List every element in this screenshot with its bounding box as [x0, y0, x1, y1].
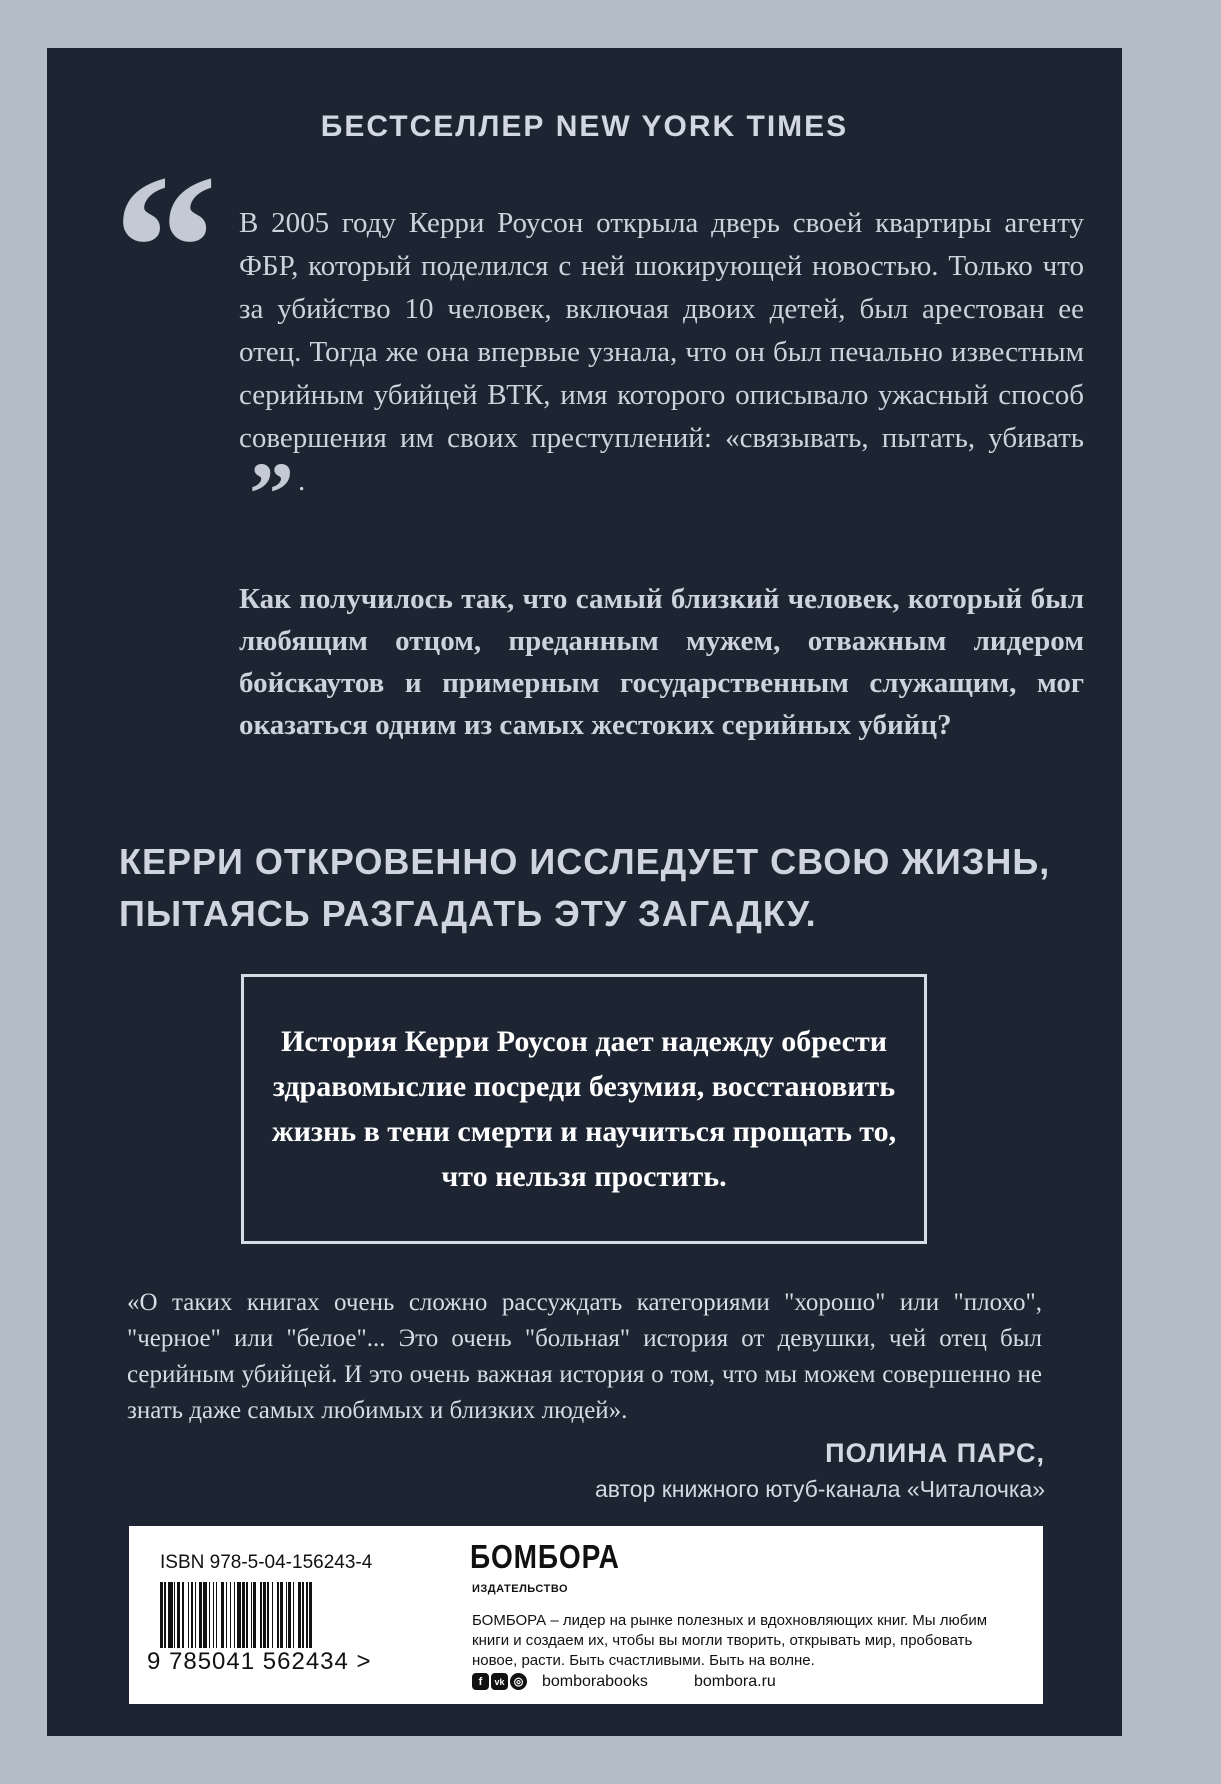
intro-text: В 2005 году Керри Роусон открыла дверь своей квартиры агенту ФБР, который поделился с ней шокирующей новостью. Только что за убийство 10 человек, включая двоих детей, был арестован ее отец. Тогда же она впервые узнала, что он был печально известным серийным убийцей ВТК, имя которого описывало ужасный способ совершения им своих преступлений: «связывать, пытать, убивать [239, 207, 1084, 454]
publisher-description: БОМБОРА – лидер на рынке полезных и вдохновляющих книг. Мы любим книги и создаем их, чтобы вы могли творить, открывать мир, пробовать новое, расти. Быть счастливыми. Быть на волне. [472, 1612, 988, 1669]
open-quote-icon: “ [113, 132, 218, 364]
isbn-text: ISBN 978-5-04-156243-4 [160, 1552, 373, 1573]
tagline [119, 836, 1119, 940]
vk-icon[interactable]: vk [491, 1673, 508, 1690]
tagline-line-1: КЕРРИ ОТКРОВЕННО ИССЛЕДУЕТ СВОЮ ЖИЗНЬ, [119, 841, 1051, 882]
review-quote: «О таких книгах очень сложно рассуждать категориями "хорошо" или "плохо", "черное" или "белое"... Это очень "больная" история от девушки, чей отец был серийным убийцей. И это очень важная история о том, что мы можем совершенно не знать даже самых любимых и близких людей». [127, 1289, 1042, 1424]
publisher-panel [129, 1526, 1043, 1704]
publisher-logo: БОМБОРА [470, 1538, 620, 1575]
social-handle[interactable]: bomborabooks [542, 1673, 648, 1690]
highlight-text: История Керри Роусон дает надежду обрести здравомыслие посреди безумия, восстановить жизнь в тени смерти и научиться прощать то, что нельзя простить. [271, 1025, 897, 1193]
highlight-box [241, 974, 927, 1244]
tagline-line-2: ПЫТАЯСЬ РАЗГАДАТЬ ЭТУ ЗАГАДКУ. [119, 893, 817, 934]
website-link[interactable]: bombora.ru [694, 1673, 776, 1690]
facebook-icon[interactable]: f [472, 1673, 489, 1690]
bestseller-headline: БЕСТСЕЛЛЕР NEW YORK TIMES [320, 110, 849, 143]
intro-paragraph: В 2005 году Керри Роусон открыла дверь своей квартиры агенту ФБР, который поделился с ней шокирующей новостью. Только что за убийство 10 человек, включая двоих детей, был арестован ее отец. Тогда же она впервые узнала, что он был печально известным серийным убийцей ВТК, имя которого описывало ужасный способ совершения им своих преступлений: «связывать, пытать, убивать” . [239, 207, 1084, 544]
question-paragraph: Как получилось так, что самый близкий человек, который был любящим отцом, преданным мужем, отважным лидером бойскаутов и примерным государственным служащим, мог оказаться одним из самых жестоких серийных убийц? [239, 583, 1084, 741]
book-back-cover [47, 48, 1122, 1736]
review-author-role: автор книжного ютуб-канала «Читалочка» [594, 1476, 1045, 1502]
instagram-icon[interactable]: ◎ [510, 1673, 527, 1690]
review-author: ПОЛИНА ПАРС, [825, 1438, 1045, 1468]
intro-end: . [298, 465, 306, 497]
social-icons [472, 1673, 527, 1690]
barcode-digits: 9 785041 562434 > [143, 1648, 376, 1676]
publisher-subtitle: ИЗДАТЕЛЬСТВО [472, 1583, 569, 1595]
